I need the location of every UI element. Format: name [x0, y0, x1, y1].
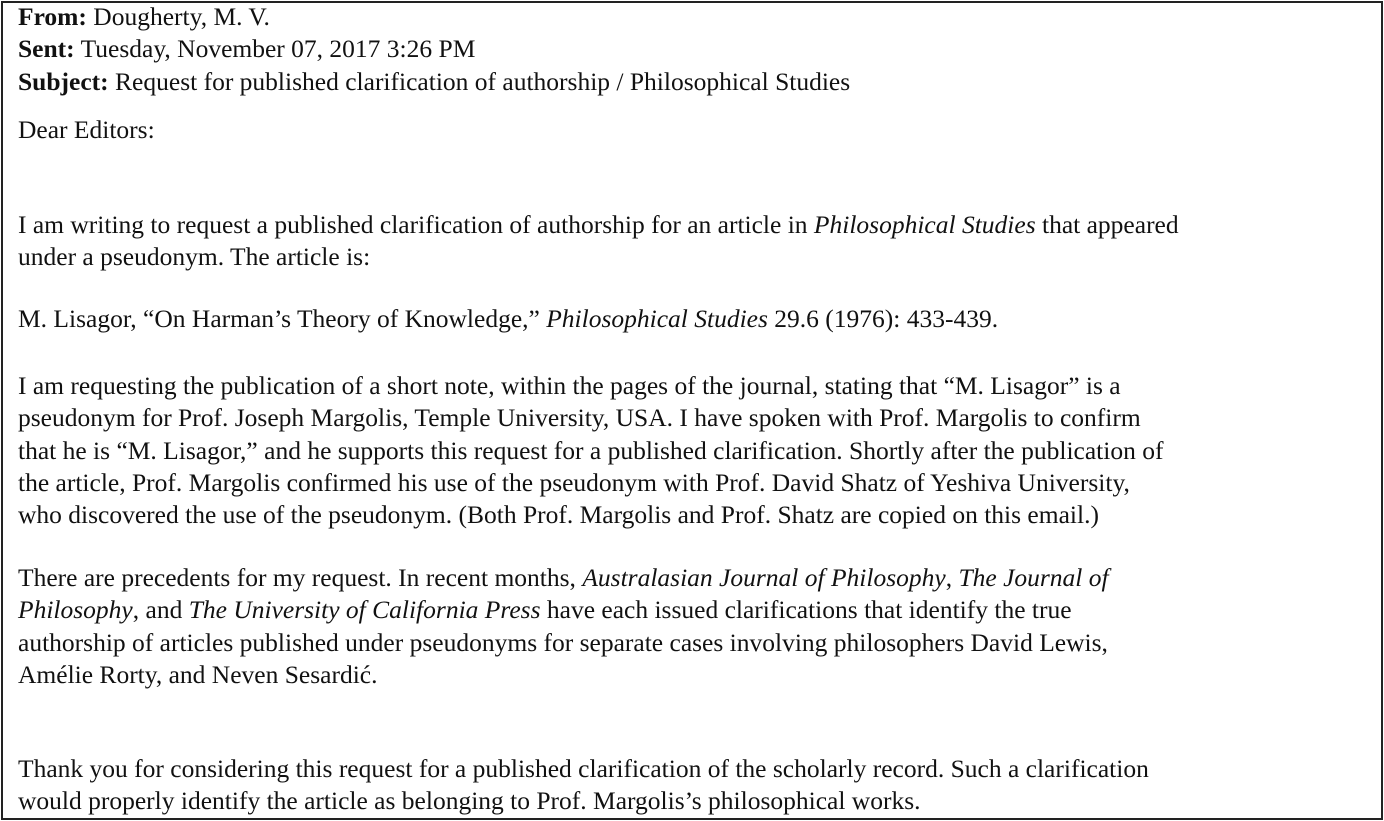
- paragraph-line: under a pseudonym. The article is:: [18, 242, 371, 272]
- paragraph-line: that he is “M. Lisagor,” and he supports this request for a published clarification. Shortly after the publication of: [18, 435, 1164, 465]
- paragraph-3: [18, 562, 1109, 691]
- paragraph-line: [18, 562, 1109, 594]
- paragraph-2: [18, 370, 1163, 531]
- subject-value: Request for published clarification of authorship / Philosophical Studies: [108, 66, 851, 96]
- paragraph-line: [18, 209, 1179, 241]
- text: , and: [132, 595, 189, 625]
- text: ,: [945, 563, 959, 592]
- citation-text: 29.6 (1976): 433-439.: [767, 304, 999, 333]
- sent-value: Tuesday, November 07, 2017 3:26 PM: [74, 34, 476, 64]
- paragraph-line: Amélie Rorty, and Neven Sesardić.: [18, 659, 378, 689]
- journal-title: The Journal of: [958, 563, 1109, 592]
- from-value: Dougherty, M. V.: [86, 2, 270, 31]
- paragraph-line: pseudonym for Prof. Joseph Margolis, Temple University, USA. I have spoken with Prof. Margolis to confirm: [18, 403, 1141, 433]
- journal-title: Philosophy: [18, 595, 133, 625]
- sent-label: Sent:: [18, 34, 75, 64]
- paragraph-line: authorship of articles published under pseudonyms for separate cases involving philosophers David Lewis,: [18, 627, 1108, 657]
- from-label: From:: [18, 2, 87, 31]
- paragraph-line: [18, 594, 1109, 626]
- subject-line: [18, 66, 850, 98]
- journal-title: Philosophical Studies: [813, 210, 1036, 239]
- greeting: Dear Editors:: [18, 115, 155, 144]
- paragraph-line: who discovered the use of the pseudonym. (Both Prof. Margolis and Prof. Shatz are copied on this email.): [18, 500, 1099, 530]
- paragraph-line: the article, Prof. Margolis confirmed his use of the pseudonym with Prof. David Shatz of Yeshiva University,: [18, 467, 1130, 497]
- sent-line: [18, 33, 850, 65]
- text: I am writing to request a published clarification of authorship for an article in: [18, 210, 814, 239]
- email-header: [18, 1, 850, 98]
- publisher-name: The University of California Press: [188, 595, 541, 625]
- journal-title: Australasian Journal of Philosophy: [582, 563, 946, 592]
- paragraph-line: would properly identify the article as belonging to Prof. Margolis’s philosophical works.: [18, 786, 921, 816]
- citation: [18, 303, 998, 335]
- journal-title: Philosophical Studies: [546, 304, 768, 333]
- paragraph-4: [18, 753, 1149, 818]
- citation-text: M. Lisagor, “On Harman’s Theory of Knowledge,”: [18, 304, 547, 333]
- paragraph-line: I am requesting the publication of a short note, within the pages of the journal, stating that “M. Lisagor” is a: [18, 371, 1121, 400]
- text: There are precedents for my request. In recent months,: [18, 563, 583, 592]
- subject-label: Subject:: [18, 66, 109, 96]
- text: that appeared: [1035, 210, 1179, 239]
- paragraph-line: Thank you for considering this request for a published clarification of the scholarly record. Such a clarification: [18, 754, 1149, 783]
- paragraph-1: [18, 209, 1179, 274]
- text: have each issued clarifications that identify the true: [540, 595, 1072, 625]
- from-line: [18, 1, 850, 33]
